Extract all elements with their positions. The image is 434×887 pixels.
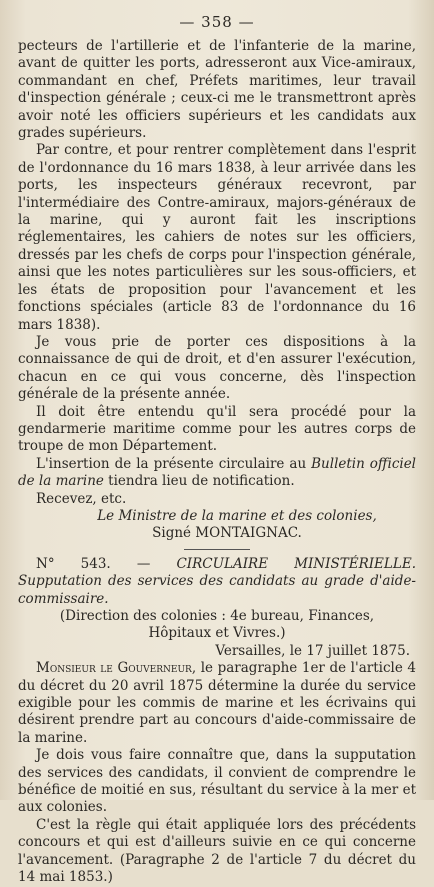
circular-number: N° 543. [36, 555, 111, 572]
bulletin-title: Bulletin officiel de la marine [18, 455, 417, 490]
paragraph-gendarmerie: Il doit être entendu qu'il sera procédé pour la gendarmerie maritime comme pour les autres corps de troupe de mon Département. [18, 403, 416, 455]
paragraph-dispositions: Je vous prie de porter ces dispositions à la connaissance de qui de droit, et d'en assurer l'exécution, chacun en ce qui vous concerne, dès l'inspection générale de la présente année. [18, 333, 416, 403]
insertion-text-before: L'insertion de la présente circulaire au [36, 455, 312, 472]
circular-dash: — [110, 555, 177, 572]
circular-paragraph-3: C'est la règle qui était appliquée lors des précédents concours et qui est d'ailleurs suivie en ce qui concerne l'avancement. (Paragraphe 2 de l'article 7 du décret du 14 mai 1853.) [18, 816, 416, 886]
circular-paragraph-1 [18, 660, 416, 747]
circular-title: CIRCULAIRE MINISTÉRIELLE. [176, 555, 416, 572]
circular-heading [18, 556, 416, 608]
document-body [18, 38, 416, 887]
circular-paragraph-1-text: le paragraphe 1er de l'article 4 du décret du 20 avril 1875 détermine la durée du service exigible pour les commis de marine et les écrivains qui désirent prendre part au concours d'aide-commissaire de la marine. [18, 660, 416, 746]
circular-date: Versailles, le 17 juillet 1875. [215, 642, 410, 659]
paragraph-ordonnance: Par contre, et pour rentrer complètement dans l'esprit de l'ordonnance du 16 mars 1838, à leur arrivée dans les ports, les inspecteurs généraux recevront, par l'intermédiaire des Contre-amiraux, majors-généraux de la marine, qui y auront fait les inscriptions réglementaires, les cahiers de notes sur les officiers, dressés par les chefs de corps pour l'inspection générale, ainsi que les notes particulières sur les sous-officiers, et les états de proposition pour l'avancement et les fonctions spéciales (article 83 de l'ordonnance du 16 mars 1838). [18, 142, 416, 333]
paragraph-continuation: pecteurs de l'artillerie et de l'infanterie de la marine, avant de quitter les ports, adresseront aux Vice-amiraux, commandant en chef, Préfets maritimes, leur travail d'inspection générale ; ceux-ci me le transmettront après avoir noté les officiers supérieurs et les candidats aux grades supérieurs. [18, 38, 416, 142]
paragraph-closing: Recevez, etc. [36, 490, 127, 507]
paragraph-insertion [18, 456, 416, 491]
circular-paragraph-2: Je dois vous faire connaître que, dans la supputation des services des candidats, il convient de comprendre le bénéfice de moitié en sus, résultant du service à la mer et aux colonies. [18, 747, 416, 816]
signature-name: Signé MONTAIGNAC. [152, 525, 302, 542]
section-divider [184, 549, 250, 550]
circular-direction: (Direction des colonies : 4e bureau, Finances, Hôpitaux et Vivres.) [59, 608, 375, 642]
insertion-text-after: tiendra lieu de notification. [103, 473, 295, 490]
signature-title: Le Ministre de la marine et des colonies, [97, 507, 377, 524]
circular-subject: Supputation des services des candidats au grade d'aide-commissaire. [18, 573, 416, 607]
circular-salutation: Monsieur le Gouverneur, [36, 660, 197, 677]
page-number: — 358 — [179, 13, 255, 31]
